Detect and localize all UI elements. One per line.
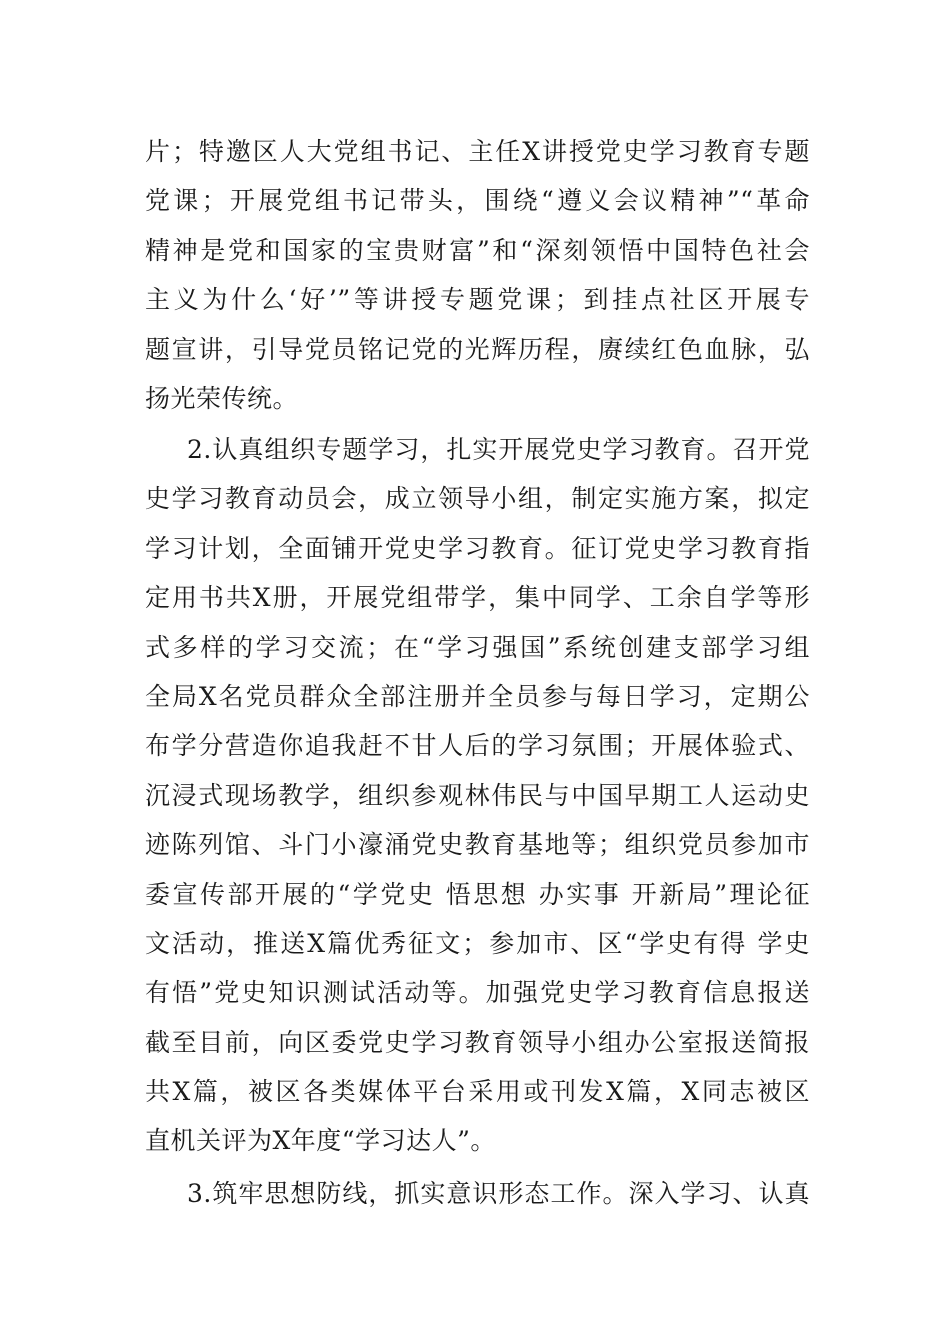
text-line: 截至目前，向区委党史学习教育领导小组办公室报送简报 <box>145 1027 810 1057</box>
text-line: 党课；开展党组书记带头，围绕“遵义会议精神”“革命 <box>145 186 810 216</box>
text-line: 直机关评为X年度“学习达人”。 <box>145 1126 496 1156</box>
text-line: 全局X名党员群众全部注册并全员参与每日学习，定期公 <box>145 681 810 711</box>
text-line: 文活动，推送X篇优秀征文；参加市、区“学史有得 学史 <box>145 928 810 958</box>
paragraph-item-2 <box>145 425 810 1166</box>
text-line: 扬光荣传统。 <box>145 383 299 413</box>
text-line: 3.筑牢思想防线，抓实意识形态工作。深入学习、认真 <box>187 1179 810 1208</box>
paragraph-continued <box>145 127 810 423</box>
text-line: 主义为什么‘好’”等讲授专题党课；到挂点社区开展专 <box>145 285 810 315</box>
text-line: 有悟”党史知识测试活动等。加强党史学习教育信息报送 <box>145 978 810 1008</box>
text-line: 委宣传部开展的“学党史 悟思想 办实事 开新局”理论征 <box>145 879 810 909</box>
text-line: 共X篇，被区各类媒体平台采用或刊发X篇，X同志被区 <box>145 1077 810 1107</box>
text-line: 题宣讲，引导党员铭记党的光辉历程，赓续红色血脉，弘 <box>145 334 810 364</box>
text-line: 精神是党和国家的宝贵财富”和“深刻领悟中国特色社会 <box>145 235 810 265</box>
text-line: 定用书共X册，开展党组带学，集中同学、工余自学等形 <box>145 583 810 613</box>
text-line: 学习计划，全面铺开党史学习教育。征订党史学习教育指 <box>145 533 810 563</box>
text-line: 式多样的学习交流；在“学习强国”系统创建支部学习组 <box>145 632 810 662</box>
text-line: 沉浸式现场教学，组织参观林伟民与中国早期工人运动史 <box>145 780 810 810</box>
text-line: 2.认真组织专题学习，扎实开展党史学习教育。召开党 <box>187 435 810 464</box>
text-line: 片；特邀区人大党组书记、主任X讲授党史学习教育专题 <box>145 137 810 166</box>
text-line: 迹陈列馆、斗门小濠涌党史教育基地等；组织党员参加市 <box>145 830 810 860</box>
text-line: 史学习教育动员会，成立领导小组，制定实施方案，拟定 <box>145 484 810 514</box>
paragraph-item-3 <box>145 1169 810 1218</box>
text-line: 布学分营造你追我赶不甘人后的学习氛围；开展体验式、 <box>145 731 810 761</box>
